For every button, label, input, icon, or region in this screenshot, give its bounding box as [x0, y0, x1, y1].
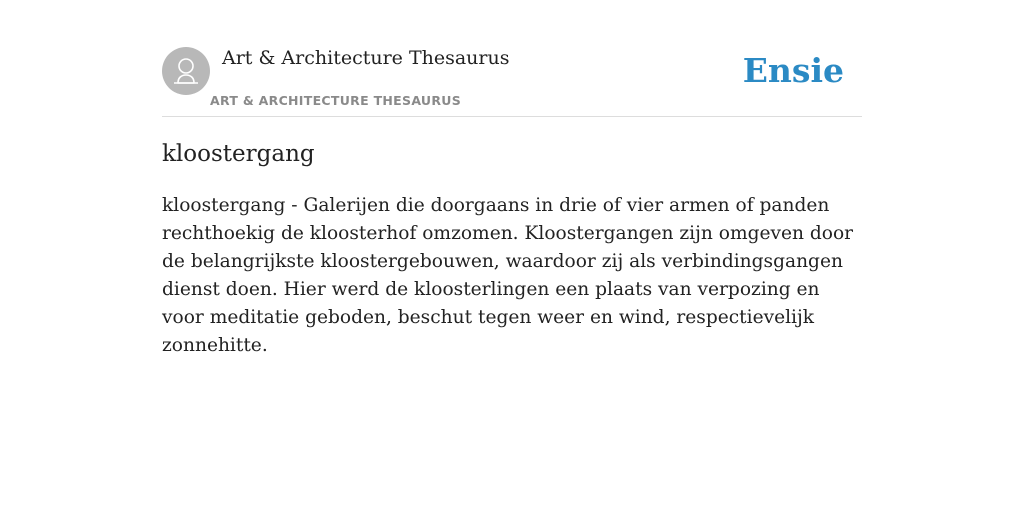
brand-logo[interactable]: Ensie	[742, 51, 844, 90]
header	[162, 40, 862, 117]
term-definition: kloostergang - Galerijen die doorgaans in drie of vier armen of panden rechthoekig de kloosterhof omzomen. Kloostergangen zijn omgeven door de belangrijkste kloostergebouwen, waardoor zij als verbindingsgangen dienst doen. Hier werd de kloosterlingen een plaats van verpozing en voor meditatie geboden, beschut tegen weer en wind, respectievelijk zonnehitte.	[162, 195, 854, 356]
author-name-link[interactable]: Art & Architecture Thesaurus	[222, 47, 510, 69]
author-avatar[interactable]	[162, 47, 210, 95]
author-subtitle: ART & ARCHITECTURE THESAURUS	[210, 93, 462, 108]
user-silhouette-icon	[162, 47, 210, 95]
term-title: kloostergang	[162, 141, 315, 167]
